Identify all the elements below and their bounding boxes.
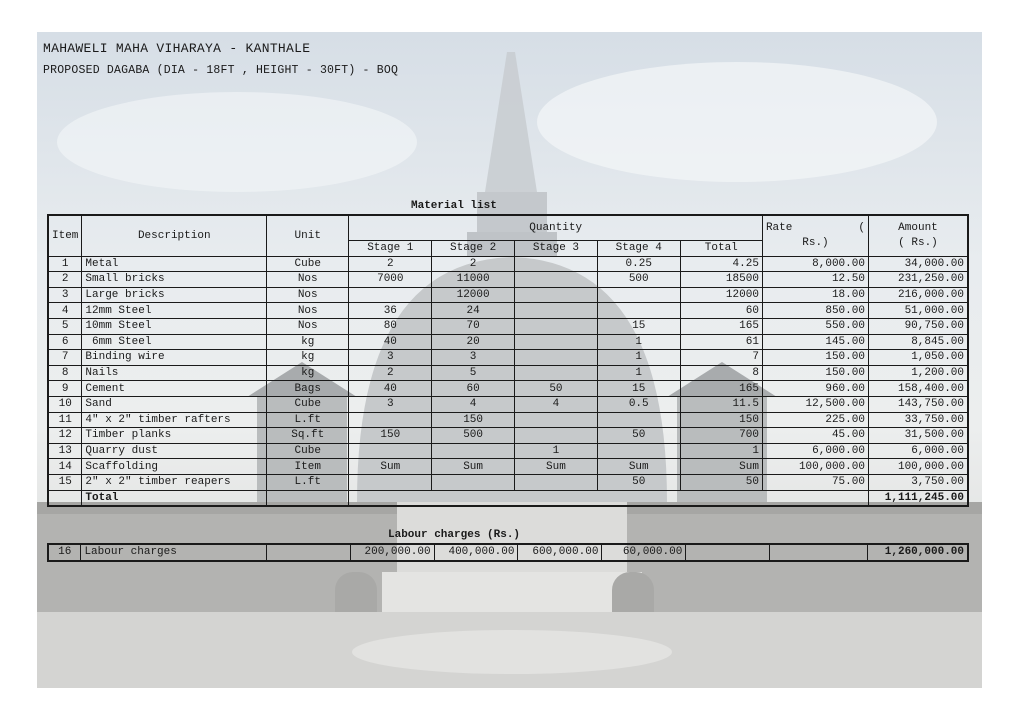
- cell-unit: kg: [267, 334, 349, 350]
- cell-s4: 1: [597, 334, 680, 350]
- cell-amount: 90,750.00: [868, 318, 968, 334]
- material-rows: [48, 256, 968, 490]
- cell-s3: [515, 350, 598, 366]
- cell-amount: 100,000.00: [868, 459, 968, 475]
- cell-s1: 3: [349, 396, 432, 412]
- cell-s1: 40: [349, 381, 432, 397]
- cell-s4: 500: [597, 272, 680, 288]
- total-item-cell: [48, 490, 82, 506]
- cell-rate: 150.00: [762, 350, 868, 366]
- cell-amount: 6,000.00: [868, 443, 968, 459]
- cell-s4: [597, 303, 680, 319]
- cell-s2: 2: [432, 256, 515, 272]
- cell-description: 12mm Steel: [82, 303, 267, 319]
- cell-unit: Nos: [267, 287, 349, 303]
- table-row: [48, 287, 968, 303]
- cell-unit: kg: [267, 350, 349, 366]
- cell-rate: 145.00: [762, 334, 868, 350]
- header-stage2: Stage 2: [432, 241, 515, 257]
- table-row: [48, 365, 968, 381]
- cell-description: Binding wire: [82, 350, 267, 366]
- cell-amount: 231,250.00: [868, 272, 968, 288]
- cell-description: 4" x 2" timber rafters: [82, 412, 267, 428]
- cell-s3: [515, 318, 598, 334]
- cell-item: 7: [48, 350, 82, 366]
- labour-description: Labour charges: [81, 544, 267, 561]
- cell-item: 15: [48, 474, 82, 490]
- cell-rate: 100,000.00: [762, 459, 868, 475]
- total-row: [48, 490, 968, 506]
- cell-total: 60: [680, 303, 762, 319]
- cell-rate: 225.00: [762, 412, 868, 428]
- cell-unit: kg: [267, 365, 349, 381]
- cell-item: 8: [48, 365, 82, 381]
- cell-s2: [432, 443, 515, 459]
- cell-amount: 158,400.00: [868, 381, 968, 397]
- cell-s3: [515, 287, 598, 303]
- cell-s2: 70: [432, 318, 515, 334]
- cell-rate: 45.00: [762, 428, 868, 444]
- cell-rate: 960.00: [762, 381, 868, 397]
- header-rate-line2: Rs.): [802, 236, 829, 249]
- header-amount: [868, 215, 968, 256]
- cell-s2: 4: [432, 396, 515, 412]
- cell-total: 1: [680, 443, 762, 459]
- cell-s1: [349, 443, 432, 459]
- header-rate-line1: Rate (: [765, 221, 865, 234]
- cell-amount: 1,200.00: [868, 365, 968, 381]
- cell-s4: 15: [597, 318, 680, 334]
- cell-s2: 60: [432, 381, 515, 397]
- cell-unit: Cube: [267, 256, 349, 272]
- labour-stage4: 60,000.00: [602, 544, 686, 561]
- cell-description: 6mm Steel: [82, 334, 267, 350]
- cell-description: Cement: [82, 381, 267, 397]
- cell-s1: 2: [349, 256, 432, 272]
- cell-item: 10: [48, 396, 82, 412]
- table-row: [48, 459, 968, 475]
- cell-s1: 3: [349, 350, 432, 366]
- cell-s4: 0.5: [597, 396, 680, 412]
- header-total: Total: [680, 241, 762, 257]
- cell-amount: 34,000.00: [868, 256, 968, 272]
- cell-rate: 75.00: [762, 474, 868, 490]
- cell-amount: 3,750.00: [868, 474, 968, 490]
- cell-s1: 36: [349, 303, 432, 319]
- cell-s3: [515, 256, 598, 272]
- total-empty-cell: [349, 490, 763, 506]
- cell-unit: Item: [267, 459, 349, 475]
- cell-total: 165: [680, 381, 762, 397]
- table-row: [48, 443, 968, 459]
- cell-amount: 143,750.00: [868, 396, 968, 412]
- total-label: Total: [82, 490, 267, 506]
- cell-total: 7: [680, 350, 762, 366]
- cell-description: Metal: [82, 256, 267, 272]
- cell-s4: Sum: [597, 459, 680, 475]
- cell-description: 2" x 2" timber reapers: [82, 474, 267, 490]
- cell-s3: [515, 272, 598, 288]
- cell-rate: 6,000.00: [762, 443, 868, 459]
- header-stage3: Stage 3: [515, 241, 598, 257]
- cell-item: 1: [48, 256, 82, 272]
- cell-item: 2: [48, 272, 82, 288]
- cell-item: 5: [48, 318, 82, 334]
- table-row: [48, 412, 968, 428]
- cell-unit: Nos: [267, 303, 349, 319]
- cell-item: 6: [48, 334, 82, 350]
- cell-total: Sum: [680, 459, 762, 475]
- cell-s4: [597, 443, 680, 459]
- cell-s4: [597, 412, 680, 428]
- document-title: MAHAWELI MAHA VIHARAYA - KANTHALE: [43, 41, 311, 56]
- total-empty-cell: [267, 490, 349, 506]
- material-list-caption: Material list: [411, 200, 497, 212]
- cell-description: Scaffolding: [82, 459, 267, 475]
- cell-rate: 18.00: [762, 287, 868, 303]
- header-item: Item: [48, 215, 82, 256]
- cell-s2: 24: [432, 303, 515, 319]
- cell-unit: Cube: [267, 443, 349, 459]
- table-row: [48, 381, 968, 397]
- cell-rate: 12,500.00: [762, 396, 868, 412]
- cell-total: 165: [680, 318, 762, 334]
- cell-s2: 150: [432, 412, 515, 428]
- material-list-table: [47, 214, 969, 507]
- cell-total: 8: [680, 365, 762, 381]
- cell-s1: 40: [349, 334, 432, 350]
- labour-total: [686, 544, 770, 561]
- labour-unit: [267, 544, 351, 561]
- cell-item: 14: [48, 459, 82, 475]
- cell-item: 9: [48, 381, 82, 397]
- table-row: [48, 256, 968, 272]
- cell-s3: [515, 365, 598, 381]
- cell-item: 3: [48, 287, 82, 303]
- cell-description: Sand: [82, 396, 267, 412]
- cell-unit: Bags: [267, 381, 349, 397]
- cell-amount: 31,500.00: [868, 428, 968, 444]
- cell-s1: 150: [349, 428, 432, 444]
- cell-amount: 33,750.00: [868, 412, 968, 428]
- cell-amount: 216,000.00: [868, 287, 968, 303]
- cell-total: 50: [680, 474, 762, 490]
- cell-unit: Cube: [267, 396, 349, 412]
- cell-s3: Sum: [515, 459, 598, 475]
- cell-s2: Sum: [432, 459, 515, 475]
- cell-total: 4.25: [680, 256, 762, 272]
- labour-stage1: 200,000.00: [350, 544, 434, 561]
- table-row: [48, 428, 968, 444]
- cell-s3: [515, 428, 598, 444]
- cell-rate: 150.00: [762, 365, 868, 381]
- table-row: [48, 474, 968, 490]
- cell-description: Nails: [82, 365, 267, 381]
- header-amount-line2: ( Rs.): [898, 236, 938, 249]
- header-rate: [762, 215, 868, 256]
- cell-s1: 7000: [349, 272, 432, 288]
- cell-total: 61: [680, 334, 762, 350]
- cell-rate: 8,000.00: [762, 256, 868, 272]
- cell-description: Small bricks: [82, 272, 267, 288]
- cell-unit: Nos: [267, 272, 349, 288]
- cell-rate: 850.00: [762, 303, 868, 319]
- labour-stage3: 600,000.00: [518, 544, 602, 561]
- table-header-row: [48, 215, 968, 241]
- cell-s2: 11000: [432, 272, 515, 288]
- cell-description: Timber planks: [82, 428, 267, 444]
- cell-rate: 550.00: [762, 318, 868, 334]
- cell-s4: 0.25: [597, 256, 680, 272]
- labour-table: [47, 543, 969, 562]
- table-row: [48, 350, 968, 366]
- labour-rate: [769, 544, 868, 561]
- cell-s4: 15: [597, 381, 680, 397]
- cell-s2: 12000: [432, 287, 515, 303]
- cell-total: 18500: [680, 272, 762, 288]
- cell-s4: [597, 287, 680, 303]
- cell-item: 12: [48, 428, 82, 444]
- cell-s3: [515, 303, 598, 319]
- cell-s2: 500: [432, 428, 515, 444]
- cell-s4: 1: [597, 365, 680, 381]
- cell-unit: Sq.ft: [267, 428, 349, 444]
- labour-stage2: 400,000.00: [434, 544, 518, 561]
- header-amount-line1: Amount: [898, 221, 938, 234]
- cell-amount: 8,845.00: [868, 334, 968, 350]
- cell-item: 11: [48, 412, 82, 428]
- header-description: Description: [82, 215, 267, 256]
- cell-s2: 20: [432, 334, 515, 350]
- cell-s4: 1: [597, 350, 680, 366]
- cell-s3: [515, 412, 598, 428]
- cell-description: 10mm Steel: [82, 318, 267, 334]
- total-empty-cell: [762, 490, 868, 506]
- cell-amount: 51,000.00: [868, 303, 968, 319]
- labour-amount: 1,260,000.00: [868, 544, 968, 561]
- cell-s1: [349, 287, 432, 303]
- labour-item: 16: [48, 544, 81, 561]
- cell-total: 11.5: [680, 396, 762, 412]
- header-stage1: Stage 1: [349, 241, 432, 257]
- cell-s1: [349, 474, 432, 490]
- cell-total: 700: [680, 428, 762, 444]
- cell-s1: Sum: [349, 459, 432, 475]
- table-row: [48, 396, 968, 412]
- cell-unit: Nos: [267, 318, 349, 334]
- table-row: [48, 334, 968, 350]
- cell-total: 150: [680, 412, 762, 428]
- cell-s2: [432, 474, 515, 490]
- total-amount: 1,111,245.00: [868, 490, 968, 506]
- header-unit: Unit: [267, 215, 349, 256]
- cell-rate: 12.50: [762, 272, 868, 288]
- header-quantity: Quantity: [349, 215, 763, 241]
- cell-s2: 5: [432, 365, 515, 381]
- cell-s2: 3: [432, 350, 515, 366]
- cell-s1: 2: [349, 365, 432, 381]
- cell-s3: 4: [515, 396, 598, 412]
- cell-s3: [515, 334, 598, 350]
- header-stage4: Stage 4: [597, 241, 680, 257]
- cell-s4: 50: [597, 428, 680, 444]
- cell-item: 13: [48, 443, 82, 459]
- table-row: [48, 272, 968, 288]
- cell-unit: L.ft: [267, 474, 349, 490]
- cell-amount: 1,050.00: [868, 350, 968, 366]
- cell-description: Quarry dust: [82, 443, 267, 459]
- document-subtitle: PROPOSED DAGABA (DIA - 18FT , HEIGHT - 30FT) - BOQ: [43, 64, 399, 77]
- cell-unit: L.ft: [267, 412, 349, 428]
- cell-s3: [515, 474, 598, 490]
- cell-s3: 1: [515, 443, 598, 459]
- cell-s1: 80: [349, 318, 432, 334]
- cell-s1: [349, 412, 432, 428]
- cell-description: Large bricks: [82, 287, 267, 303]
- table-row: [48, 303, 968, 319]
- cell-total: 12000: [680, 287, 762, 303]
- labour-row: [48, 544, 968, 561]
- table-row: [48, 318, 968, 334]
- labour-caption: Labour charges (Rs.): [388, 529, 521, 541]
- cell-s4: 50: [597, 474, 680, 490]
- cell-s3: 50: [515, 381, 598, 397]
- cell-item: 4: [48, 303, 82, 319]
